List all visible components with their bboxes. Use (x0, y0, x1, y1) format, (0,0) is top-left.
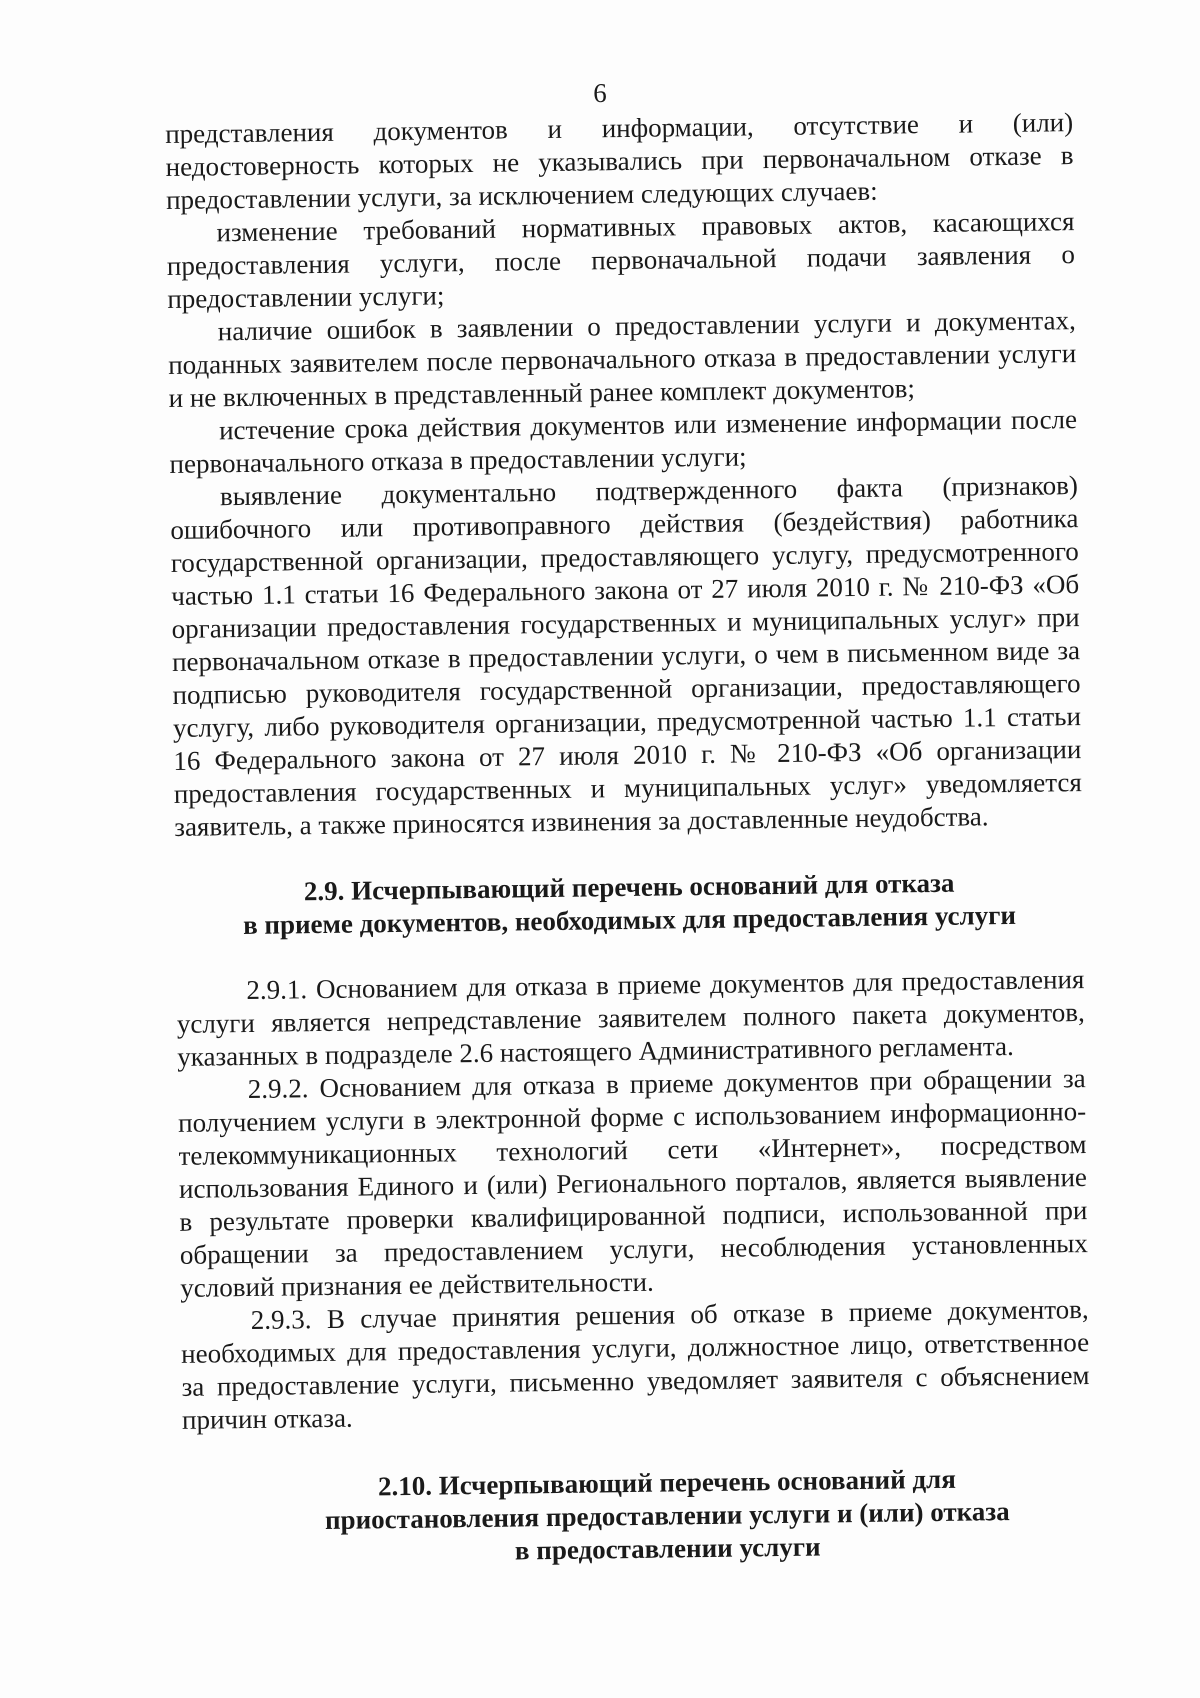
heading-line: в предоставлении услуги (514, 1531, 821, 1566)
heading-line: приостановления предоставлении услуги и (или) отказа (324, 1496, 1010, 1536)
intro-paragraph: выявление документально подтвержденного факта (признаков) ошибочного или противоправного действия (бездействия) работника государственной организации, предоставляющего услугу, предусмотренного частью 1.1 статьи 16 Федерального закона от 27 июля 2010 г. № 210-ФЗ «Об организации предоставления государственных и муниципальных услуг» при первоначальном отказе в предоставлении услуги, о чем в письменном виде за подписью руководителя государственной организации, предоставляющего услугу, либо руководителя организации, предусмотренной частью 1.1 статьи 16 Федерального закона от 27 июля 2010 г. № 210-ФЗ «Об организации предоставления государственных и муниципальных услуг» уведомляется заявитель, а также приносятся извинения за доставленные неудобства. (170, 470, 1082, 842)
page-number: 6 (593, 78, 607, 108)
section-2-9-heading (175, 865, 1084, 943)
document-body (165, 106, 1092, 1572)
heading-line: 2.9. Исчерпывающий перечень оснований для отказа (303, 867, 955, 907)
intro-paragraph: наличие ошибок в заявлении о предоставлении услуги и документах, поданных заявителем после первоначального отказа в предоставлении услуги и не включенных в представленный ранее комплект документов; (168, 305, 1077, 413)
intro-paragraph-continued: представления документов и информации, отсутствие и (или) недостоверность которых не указывались при первоначальном отказе в предоставлении услуги, за исключением следующих случаев: (165, 107, 1074, 215)
clause-2-9-3: 2.9.3. В случае принятия решения об отказе в приеме документов, необходимых для предоставления услуги, должностное лицо, ответственное за предоставление услуги, письменно уведомляет заявителя с объяснением причин отказа. (180, 1294, 1090, 1435)
intro-paragraph: изменение требований нормативных правовых актов, касающихся предоставления услуги, после первоначальной подачи заявления о предоставлении услуги; (166, 206, 1076, 314)
heading-line: в приеме документов, необходимых для предоставления услуги (242, 899, 1017, 941)
clause-2-9-1: 2.9.1. Основанием для отказа в приеме документов для предоставления услуги является непредставление заявителем полного пакета документов, указанных в подразделе 2.6 настоящего Административного регламента. (176, 964, 1085, 1072)
clause-2-9-2: 2.9.2. Основанием для отказа в приеме документов при обращении за получением услуги в электронной форме с использованием информационно-телекоммуникационных технологий сети «Интернет», посредством использования Единого и (или) Регионального порталов, является выявление в результате проверки квалифицированной подписи, использованной при обращении за предоставлением услуги, несоблюдения установленных условий признания ее действительности. (177, 1063, 1089, 1303)
section-2-10-heading (183, 1461, 1092, 1572)
intro-paragraph: истечение срока действия документов или изменение информации после первоначального отказа в предоставлении услуги; (169, 404, 1078, 479)
heading-line: 2.10. Исчерпывающий перечень оснований для (377, 1463, 957, 1502)
